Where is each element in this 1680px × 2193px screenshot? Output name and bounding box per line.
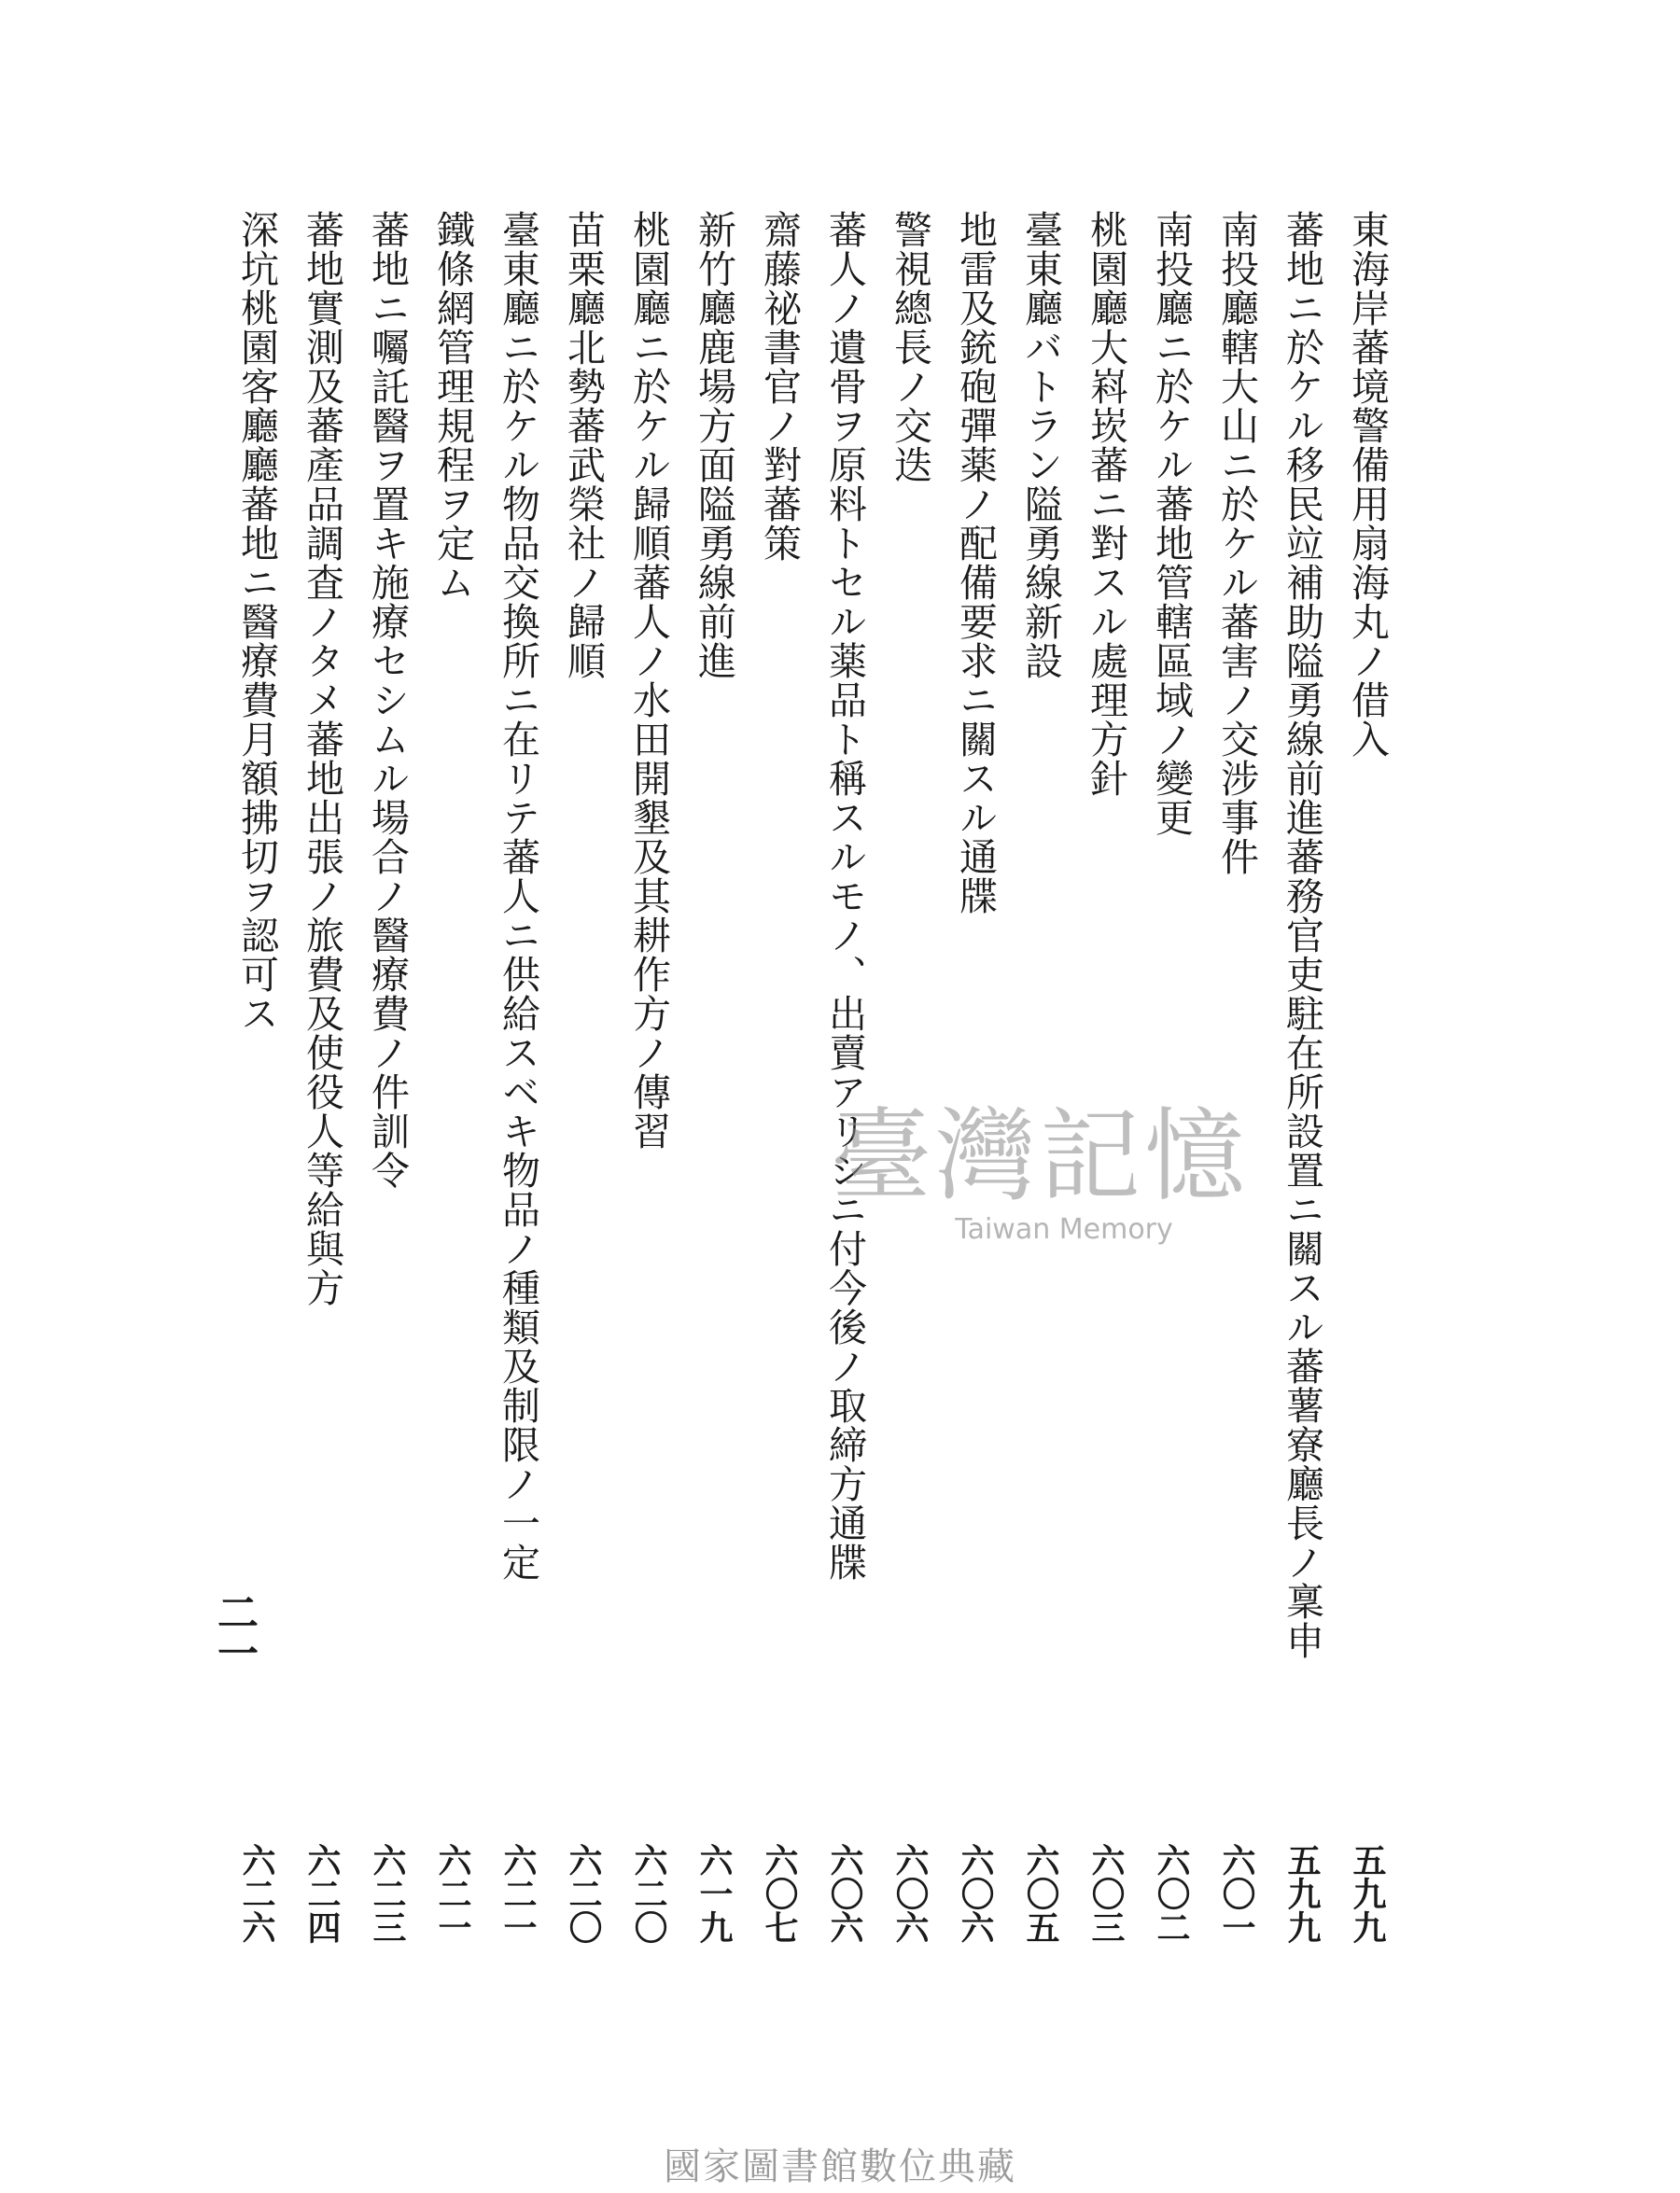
entry-title: 蕃人ノ遺骨ヲ原料トセル薬品ト稱スルモノ、出賣アリシニ付今後ノ取締方通牒 (822, 210, 867, 1582)
entry-page-number: 六〇六 (956, 1843, 995, 1944)
entry-page-number: 五九九 (1348, 1843, 1387, 1944)
entry-title: 苗栗廳北勢蕃武榮社ノ歸順 (561, 210, 606, 680)
watermark-chinese: 臺灣記憶 (831, 1098, 1250, 1215)
entry-title: 桃園廳大嵙崁蕃ニ對スル處理方針 (1084, 210, 1128, 798)
entry-title: 臺東廳ニ於ケル物品交換所ニ在リテ蕃人ニ供給スベキ物品ノ種類及制限ノ一定 (496, 210, 540, 1582)
taiwan-memory-watermark (831, 1098, 1316, 1269)
entry-page-number: 六〇五 (1021, 1843, 1060, 1944)
entry-page-number: 五九九 (1282, 1843, 1322, 1944)
entry-page-number: 六二三 (368, 1843, 407, 1944)
entry-title: 蕃地ニ於ケル移民竝補助隘勇線前進蕃務官吏駐在所設置ニ關スル蕃薯寮廳長ノ稟申 (1280, 210, 1324, 1660)
entry-page-number: 六二一 (498, 1843, 538, 1944)
entry-title: 東海岸蕃境警備用扇海丸ノ借入 (1345, 210, 1390, 759)
entry-title: 地雷及銃砲彈薬ノ配備要求ニ關スル通牒 (953, 210, 998, 915)
entry-title: 南投廳轄大山ニ於ケル蕃害ノ交涉事件 (1214, 210, 1259, 876)
folio-page-number: 二一 (210, 1591, 258, 1673)
entry-title: 桃園廳ニ於ケル歸順蕃人ノ水田開墾及其耕作方ノ傳習 (626, 210, 671, 1151)
entry-page-number: 六〇三 (1086, 1843, 1126, 1944)
entry-page-number: 六〇二 (1152, 1843, 1191, 1944)
entry-title: 蕃地ニ囑託醫ヲ置キ施療セシムル場合ノ醫療費ノ件訓令 (365, 210, 410, 1190)
entry-title: 深坑桃園客廳廳蕃地ニ醫療費月額拂切ヲ認可ス (234, 210, 279, 1033)
entry-page-number: 六〇六 (890, 1843, 930, 1944)
entry-page-number: 六二四 (302, 1843, 342, 1944)
entry-page-number: 六一九 (694, 1843, 734, 1944)
entry-title: 臺東廳バトラン隘勇線新設 (1018, 210, 1063, 680)
entry-page-number: 六〇六 (825, 1843, 864, 1944)
entry-page-number: 六二六 (237, 1843, 276, 1944)
entry-page-number: 六〇一 (1217, 1843, 1256, 1944)
entry-title: 鐵條網管理規程ヲ定ム (430, 210, 475, 602)
entry-title: 新竹廳鹿場方面隘勇線前進 (692, 210, 736, 680)
entry-page-number: 六〇七 (760, 1843, 799, 1944)
watermark-english: Taiwan Memory (955, 1213, 1173, 1246)
entry-page-number: 六二〇 (564, 1843, 603, 1944)
entry-title: 警視總長ノ交迭 (888, 210, 932, 484)
library-footer: 國家圖書館數位典藏 (664, 2145, 1016, 2188)
entry-page-number: 六二〇 (629, 1843, 668, 1944)
entry-title: 齋藤祕書官ノ對蕃策 (757, 210, 802, 563)
entry-title: 蕃地實測及蕃產品調査ノタメ蕃地出張ノ旅費及使役人等給與方 (300, 210, 344, 1307)
entry-title: 南投廳ニ於ケル蕃地管轄區域ノ變更 (1149, 210, 1194, 837)
entry-page-number: 六二一 (433, 1843, 472, 1944)
